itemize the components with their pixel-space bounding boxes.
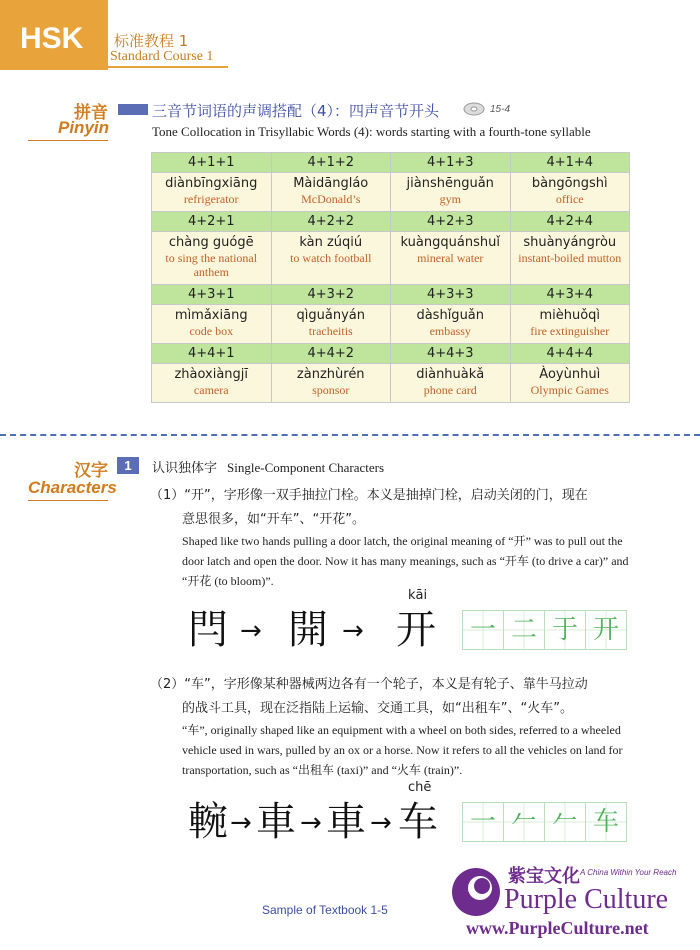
word-pinyin: bàngōngshì	[531, 176, 608, 191]
tone-pattern-cell: 4+2+1	[152, 212, 272, 232]
header-title-en: Standard Course 1	[110, 49, 214, 64]
section-number: 1	[117, 457, 139, 474]
item2-arrow-1: →	[230, 808, 252, 838]
item1-arrow-1: →	[240, 616, 262, 646]
item2-cn-line2: 的战斗工具，现在泛指陆上运输、交通工具，如“出租车”、“火车”。	[182, 701, 573, 716]
purple-culture-logo[interactable]	[448, 862, 698, 942]
item1-arrow-2: →	[342, 616, 364, 646]
tone-word-cell	[271, 173, 391, 212]
header-badge	[0, 0, 108, 70]
pinyin-label-cn: 拼音	[74, 103, 108, 123]
tone-pattern-cell: 4+4+2	[271, 344, 391, 364]
word-pinyin: kuàngquánshuǐ	[400, 235, 500, 250]
word-english: tracheitis	[308, 324, 353, 338]
word-pinyin: mièhuǒqì	[539, 308, 601, 323]
item2-description-cn	[150, 673, 635, 721]
word-pinyin: mìmǎxiāng	[174, 308, 248, 323]
stroke-step: 一	[462, 610, 504, 650]
word-pinyin: chàng guógē	[168, 235, 254, 250]
tone-word-cell	[510, 305, 630, 344]
item2-arrow-3: →	[370, 808, 392, 838]
stroke-step: 一	[462, 802, 504, 842]
tone-pattern-cell: 4+2+3	[391, 212, 511, 232]
tone-header-row	[152, 212, 630, 232]
word-pinyin: Àoyùnhuì	[539, 367, 601, 382]
word-english: phone card	[423, 383, 477, 397]
tone-pattern-cell: 4+1+1	[152, 153, 272, 173]
item2-description-en: “车”, originally shaped like an equipment with a wheel on both sides, referred to a wheeled vehicle used in wars, pulled by an ox or a horse. Now it refers to all the vehicles on land for transportation, such as “出租车 (taxi)” and “火车 (train)”.	[182, 723, 623, 777]
tone-word-cell	[271, 305, 391, 344]
item2-arrow-2: →	[300, 808, 322, 838]
pinyin-subtitle: Tone Collocation in Trisyllabic Words (4): words starting with a fourth-tone syllable	[152, 124, 591, 139]
pinyin-title: 三音节词语的声调搭配（4）：四声音节开头	[152, 102, 440, 120]
tone-word-cell	[152, 173, 272, 212]
purple-culture-emblem-icon	[450, 866, 502, 918]
tone-word-row	[152, 232, 630, 285]
word-pinyin: qìguǎnyán	[296, 308, 365, 323]
word-english: gym	[439, 192, 461, 206]
word-pinyin: diànhuàkǎ	[416, 367, 485, 382]
characters-label-en: Characters	[28, 478, 117, 497]
tone-word-cell	[510, 173, 630, 212]
tone-word-cell	[152, 305, 272, 344]
tone-word-row	[152, 173, 630, 212]
characters-label-cn: 汉字	[74, 461, 108, 481]
tone-pattern-cell: 4+3+1	[152, 285, 272, 305]
tone-word-cell	[271, 364, 391, 403]
tone-word-cell	[391, 305, 511, 344]
page-caption: Sample of Textbook 1-5	[262, 903, 388, 917]
stroke-step: 开	[585, 610, 627, 650]
tone-pattern-cell: 4+3+2	[271, 285, 391, 305]
characters-title-en: Single-Component Characters	[227, 460, 385, 475]
characters-title-cn: 认识独体字	[152, 461, 218, 476]
item2-glyph-traditional: 車	[326, 799, 366, 845]
tone-word-cell	[510, 364, 630, 403]
brand-name-cn: 紫宝文化	[508, 866, 580, 887]
item1-glyph-traditional: 開	[288, 607, 328, 653]
word-english: embassy	[429, 324, 471, 338]
word-english: office	[555, 192, 584, 206]
word-english: instant-boiled mutton	[518, 251, 622, 265]
tone-header-row	[152, 344, 630, 364]
tone-pattern-cell: 4+1+4	[510, 153, 630, 173]
word-english: camera	[193, 383, 229, 397]
tone-word-row	[152, 364, 630, 403]
word-english: to watch football	[290, 251, 372, 265]
tone-pattern-cell: 4+3+3	[391, 285, 511, 305]
item2-glyph-bronze: 車	[256, 799, 296, 845]
word-pinyin: zhàoxiàngjī	[174, 367, 249, 382]
tone-word-cell	[152, 364, 272, 403]
tone-header-row	[152, 153, 630, 173]
word-pinyin: kàn zúqiú	[299, 235, 363, 250]
item2-pinyin: chē	[408, 780, 432, 795]
word-english: McDonald’s	[301, 192, 361, 206]
item2-cn-line1: （2）“车”，字形像某种器械两边各有一个轮子，本义是有轮子、靠牛马拉动	[150, 677, 588, 692]
word-pinyin: dàshǐguǎn	[416, 308, 485, 323]
word-pinyin: zànzhùrén	[296, 367, 365, 382]
stroke-step: 𠂉	[503, 802, 545, 842]
tone-word-row	[152, 305, 630, 344]
tone-pattern-cell: 4+2+4	[510, 212, 630, 232]
tone-word-cell	[391, 364, 511, 403]
characters-title	[152, 457, 384, 476]
tone-pattern-cell: 4+2+2	[271, 212, 391, 232]
tone-word-cell	[510, 232, 630, 285]
word-pinyin: shuànyángròu	[523, 235, 617, 250]
tone-word-cell	[152, 232, 272, 285]
item1-stroke-grid	[463, 610, 627, 650]
tone-header-row	[152, 285, 630, 305]
item1-pinyin: kāi	[408, 588, 428, 603]
pinyin-label-en: Pinyin	[58, 118, 110, 137]
tone-pattern-cell: 4+1+3	[391, 153, 511, 173]
item2-stroke-grid	[463, 802, 627, 842]
header-rule	[108, 66, 228, 68]
word-pinyin: jiànshēnguǎn	[406, 176, 494, 191]
tone-pattern-cell: 4+4+3	[391, 344, 511, 364]
tone-word-cell	[391, 232, 511, 285]
brand-name: Purple Culture	[504, 884, 669, 915]
word-english: mineral water	[417, 251, 484, 265]
item1-cn-line2: 意思很多，如“开车”、“开花”。	[182, 512, 365, 527]
tone-pattern-cell: 4+4+1	[152, 344, 272, 364]
word-english: to sing the national anthem	[165, 251, 258, 279]
word-pinyin: diànbīngxiāng	[165, 176, 258, 191]
word-english: Olympic Games	[530, 383, 609, 397]
audio-track-number: 15-4	[490, 104, 511, 115]
word-english: refrigerator	[183, 192, 239, 206]
tone-table	[151, 152, 630, 403]
item1-description-cn	[150, 484, 635, 532]
stroke-step: 𠂉	[544, 802, 586, 842]
stroke-step: 二	[503, 610, 545, 650]
characters-label-rule	[28, 500, 108, 501]
item1-glyph-ancient: 閂	[188, 607, 228, 653]
brand-tagline: A China Within Your Reach	[580, 868, 677, 877]
item1-glyph-simplified: 开	[396, 607, 436, 653]
section-divider	[0, 434, 700, 436]
tone-pattern-cell: 4+1+2	[271, 153, 391, 173]
item2-glyph-oracle: 䡝	[188, 799, 228, 845]
audio-cd-icon[interactable]	[463, 100, 485, 116]
item1-description-en: Shaped like two hands pulling a door latch, the original meaning of “开” was to pull out the door latch and open the door. Now it has many meanings, such as “开车 (to drive a car)” and “开花 (to bloom)”.	[182, 534, 629, 588]
word-english: code box	[189, 324, 234, 338]
item1-cn-line1: （1）“开”，字形像一双手抽拉门栓。本义是抽掉门栓，启动关闭的门，现在	[150, 488, 588, 503]
hsk-label: HSK	[20, 22, 84, 55]
pinyin-label-rule	[28, 140, 108, 141]
tone-word-cell	[271, 232, 391, 285]
tone-pattern-cell: 4+3+4	[510, 285, 630, 305]
header-title-cn: 标准教程 1	[114, 32, 189, 50]
word-pinyin: Màidāngláo	[293, 176, 369, 191]
stroke-step: 车	[585, 802, 627, 842]
brand-url[interactable]: www.PurpleCulture.net	[466, 918, 649, 938]
word-english: fire extinguisher	[530, 324, 610, 338]
word-english: sponsor	[312, 383, 350, 397]
pinyin-title-marker	[118, 104, 148, 115]
stroke-step: 于	[544, 610, 586, 650]
tone-pattern-cell: 4+4+4	[510, 344, 630, 364]
item2-glyph-simplified: 车	[398, 799, 438, 845]
tone-word-cell	[391, 173, 511, 212]
